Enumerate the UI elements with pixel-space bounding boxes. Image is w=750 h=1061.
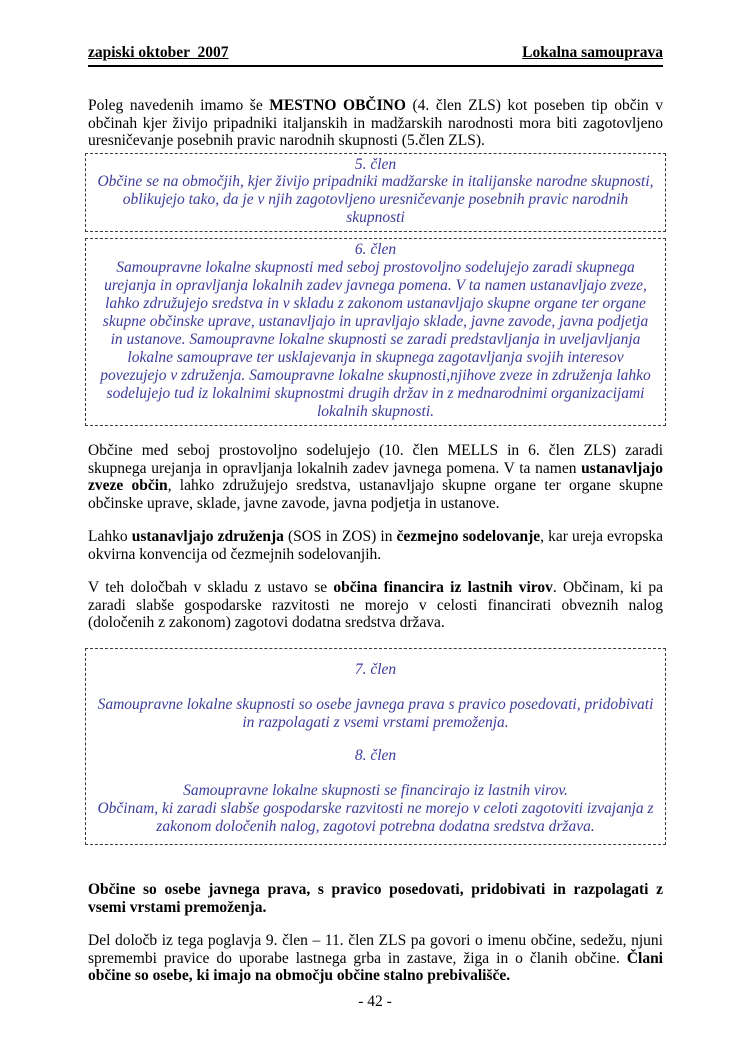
law-box-body: Samoupravne lokalne skupnosti med seboj prostovoljno sodelujejo zaradi skupnega urejanja in opravljanja lokalnih zadev javnega pomena. V ta namen ustanavljajo zveze, lahko združujejo sredstva in v skladu z zakonom ustanavljajo skupne organe ter organe skupne občinske uprave, ustanavljajo in upravljajo sklade, javne zavode, javna podjetja in ustanove. Samoupravne lokalne skupnosti se zaradi predstavljanja in uveljavljanja lokalne samouprave ter usklajevanja in skupnega zagotavljanja svojih interesov povezujejo v združenja. Samoupravne lokalne skupnosti,njihove zveze in združenja lahko sodelujejo tud iz lokalnimi skupnostmi drugih držav in z mednarodnimi organizacijami lokalnih skupnosti.: [100, 259, 651, 421]
document-body: [88, 97, 663, 985]
paragraph-text: , kar ureja evropska okvirna konvencija od čezmejnih sodelovanjih.: [88, 528, 663, 563]
law-box-title: 6. člen: [354, 241, 397, 259]
paragraph-text: , lahko združujejo sredstva, ustanavljajo skupne organe ter organe skupne občinske uprave, sklade, javne zavode, javna podjetja in ustanove.: [88, 477, 663, 512]
paragraph-text: Del določb iz tega poglavja 9. člen – 11. člen ZLS pa govori o imenu občine, sedežu, njuni spremembi pravice do uporabe lastnega grba in zastave, žiga in o članih občine.: [88, 932, 663, 967]
law-box-title: 5. člen: [354, 155, 397, 173]
law-box-body: Občine se na območjih, kjer živijo pripadniki madžarske in italijanske narodne skupnosti, oblikujejo tako, da je v njih zagotovljeno uresničevanje posebnih pravic narodnih skupnosti: [97, 173, 654, 227]
law-box-body: Samoupravne lokalne skupnosti so osebe javnega prava s pravico posedovati, pridobivati in razpolagati z vsemi vrstami premoženja.: [97, 695, 654, 731]
paragraph-bold-text: Člani občine so osebe, ki imajo na območju občine stalno prebivališče.: [88, 949, 663, 985]
paragraph-zdruzenja: [88, 528, 663, 563]
law-box-title: 7. člen: [354, 660, 397, 678]
law-box-body: Samoupravne lokalne skupnosti se financirajo iz lastnih virov.: [183, 782, 568, 800]
law-box-body: Občinam, ki zaradi slabše gospodarske razvitosti ne morejo v celoti zagotoviti izvajanja z zakonom določenih nalog, zagotovi potrebna dodatna sredstva država.: [97, 800, 654, 836]
paragraph-text: (4. člen ZLS) kot poseben tip občin v občinah kjer živijo pripadniki italjanskih in madžarskih narodnosti mora biti zagotovljeno uresničevanje posebnih pravic narodnih skupnosti (5.člen ZLS).: [88, 97, 663, 149]
paragraph-osebe-javnega-prava: [88, 881, 663, 916]
paragraph-zveze-obcin: [88, 442, 663, 512]
page-number: - 42 -: [358, 993, 392, 1010]
paragraph-text: V teh določbah v skladu z ustavo se: [88, 579, 334, 597]
law-box-clen-6: [85, 238, 666, 426]
paragraph-financiranje: [88, 579, 663, 632]
paragraph-bold-text: čezmejno sodelovanje: [396, 528, 541, 546]
paragraph-text: (SOS in ZOS) in: [283, 528, 397, 546]
law-box-clen-5: [85, 153, 666, 233]
paragraph-text: Poleg navedenih imamo še: [88, 97, 270, 114]
page-footer: [0, 993, 750, 1011]
paragraph-del-dolocb: [88, 932, 663, 985]
header-right-title: Lokalna samouprava: [522, 44, 663, 61]
paragraph-mestna-obcina: [88, 97, 663, 150]
header-left-title: zapiski oktober 2007: [88, 44, 229, 61]
law-box-title: 8. člen: [354, 747, 397, 765]
paragraph-bold-text: Občine so osebe javnega prava, s pravico posedovati, pridobivati in razpolagati z vsemi vrstami premoženja.: [88, 881, 663, 916]
paragraph-bold-text: občina financira iz lastnih virov: [333, 579, 553, 597]
page-header: [88, 44, 663, 67]
paragraph-text: . Občinam, ki pa zaradi slabše gospodarske razvitosti ne morejo v celosti financirati obveznih nalog (določenih z zakonom) zagotovi dodatna sredstva država.: [88, 579, 663, 632]
paragraph-text: Občine med seboj prostovoljno sodelujejo (10. člen MELLS in 6. člen ZLS) zaradi skupnega urejanja in opravljanja lokalnih zadev javnega pomena. V ta namen: [88, 442, 663, 477]
law-box-clen-7-8: [85, 648, 666, 846]
paragraph-bold-text: ustanavljajo zveze občin: [88, 459, 663, 495]
paragraph-bold-text: ustanavljajo združenja: [131, 528, 284, 546]
paragraph-bold-text: MESTNO OBČINO: [269, 97, 406, 114]
paragraph-text: Lahko: [88, 528, 132, 546]
